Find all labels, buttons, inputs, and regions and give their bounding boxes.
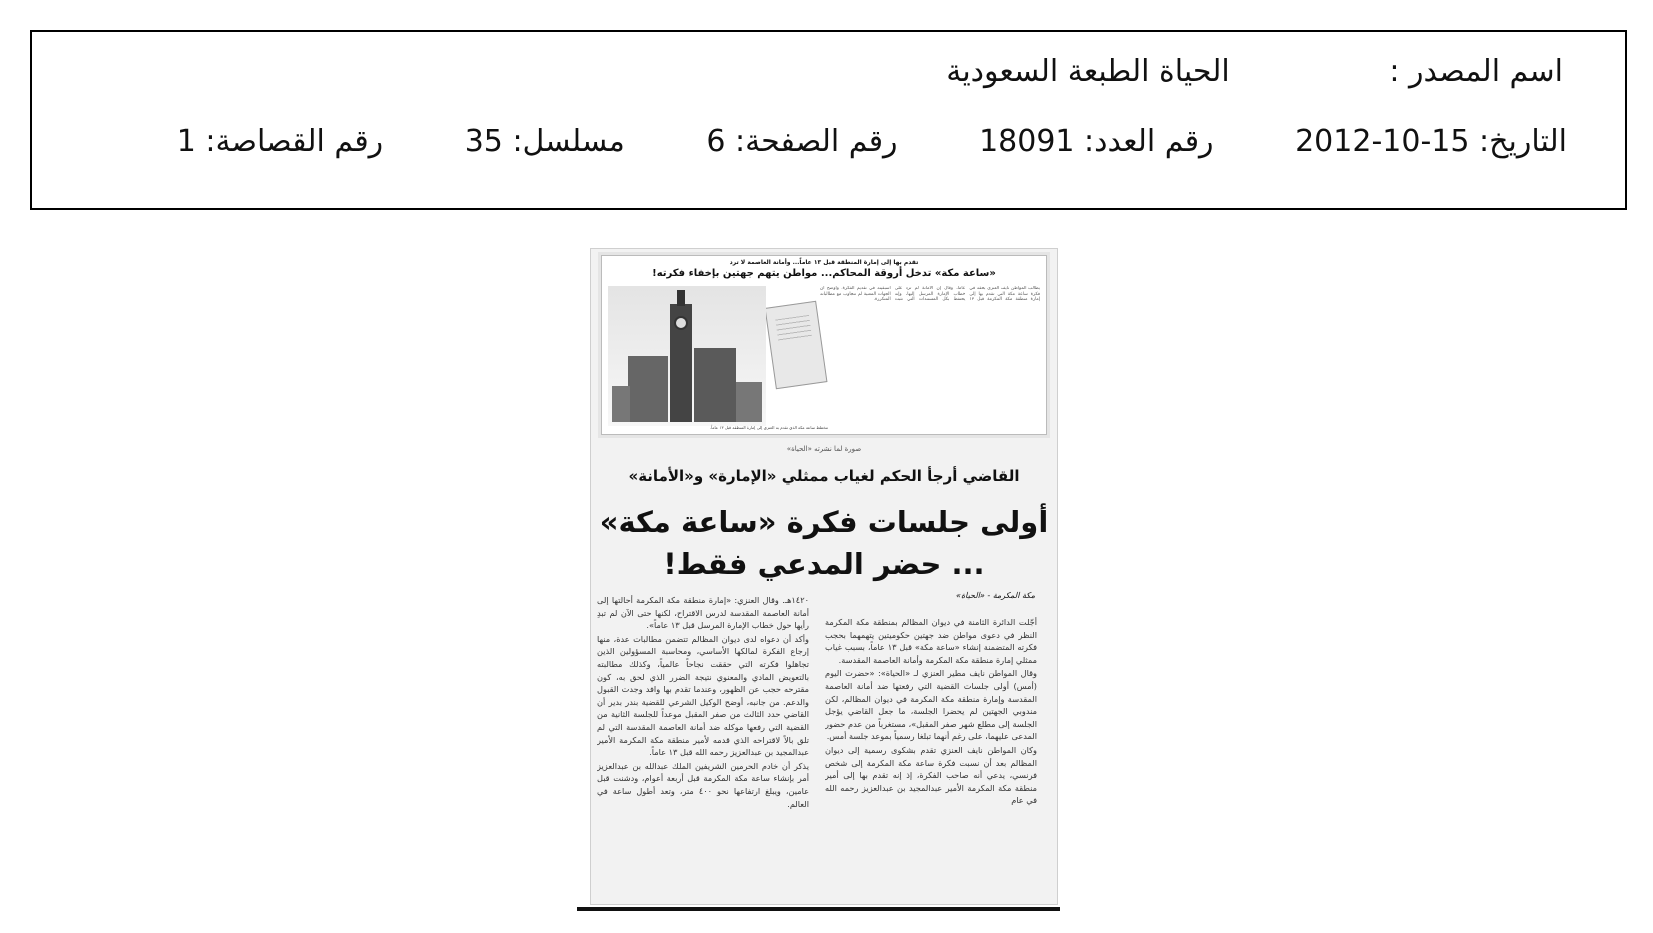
page-field: رقم الصفحة: 6 bbox=[706, 124, 898, 159]
clipping-bottom-rule bbox=[577, 907, 1060, 911]
byline: مكة المكرمة - «الحياة» bbox=[956, 591, 1035, 600]
source-metadata-box bbox=[30, 30, 1627, 210]
issue-field: رقم العدد: 18091 bbox=[979, 124, 1214, 159]
building-far-right bbox=[736, 382, 762, 422]
tower-spire bbox=[677, 290, 685, 306]
headline-line-1: أولى جلسات فكرة «ساعة مكة» bbox=[599, 505, 1049, 539]
newspaper-clipping bbox=[590, 248, 1058, 905]
clock-face-icon bbox=[674, 316, 688, 330]
source-value: الحياة الطبعة السعودية bbox=[946, 54, 1230, 89]
source-label: اسم المصدر : bbox=[1389, 54, 1563, 89]
paragraph: يذكر أن خادم الحرمين الشريفين الملك عبدالله بن عبدالعزيز أمر بإنشاء ساعة مكة المكرمة قبل أربعة أعوام، ودشنت قبل عامين، ويبلغ ارتفاعها نحو ٤٠٠ متر، وتعد أطول ساعة في العالم. bbox=[597, 760, 809, 809]
building-far-left bbox=[612, 386, 630, 422]
building-left bbox=[628, 356, 668, 422]
inset-kicker: تقدم بها إلى إمارة المنطقة قبل ١٣ عاماً... وأمانة العاصمة لا ترد bbox=[729, 259, 919, 266]
article-kicker: القاضي أرجأ الحكم لغياب ممثلي «الإمارة» و«الأمانة» bbox=[628, 467, 1020, 485]
inset-body: يطالب المواطن نايف العنزي بحقه في فكرة ساعة مكة التي تقدم بها إلى إمارة منطقة مكة المكرمة قبل ١٣ عاماً، وقال إن الأمانة لم ترد على خطاب الإمارة المرسل إليها، وإنه يحتفظ بكل المستندات التي تثبت أسبقيته في تقديم الفكرة. وأوضح أن الجهات المعنية لم تتجاوب مع مطالباته المتكررة. bbox=[820, 286, 1040, 303]
paragraph: وقال المواطن نايف مطير العنزي لـ «الحياة»: «حضرت اليوم (أمس) أولى جلسات القضية التي رفعتها ضد أمانة العاصمة المقدسة وإمارة منطقة مكة المكرمة في ديوان المظالم، لكن مندوبي الجهتين لم يحضرا الجلسة، ما جعل القاضي يؤجل الجلسة إلى مطلع شهر صفر المقبل»، مستغرباً من عدم حضور المدعى عليهما، على رغم أنهما تبلغا رسمياً بموعد جلسة أمس. bbox=[825, 668, 1037, 742]
serial-field: مسلسل: 35 bbox=[464, 124, 625, 159]
paragraph: وأكد أن دعواه لدى ديوان المظالم تتضمن مطالبات عدة، منها إرجاع الفكرة لمالكها الأساسي، ومحاسبة المسؤولين الذين تجاهلوا فكرته التي حققت نجاحاً عالمياً، وكذلك مطالبته بالتعويض المادي والمعنوي نتيجة الضرر الذي لحق به، كون مقترحه حجب عن الظهور، وعندما تقدم بها وافد وجدت القبول والدعم. من جانبه، أوضح الوكيل الشرعي للقضية بندر بدير أن القاضي حدد الثالث من صفر المقبل موعداً للجلسة الثانية من القضية التي رفعها موكله ضد أمانة العاصمة المقدسة التي لم تلق بالاً لاقتراحه الذي قدمه لأمير منطقة مكة المكرمة الأمير عبدالمجيد بن عبدالعزيز رحمه الله قبل ١٣ عاماً. bbox=[597, 633, 809, 758]
article-headline bbox=[591, 501, 1057, 585]
date-field: التاريخ: 15-10-2012 bbox=[1295, 124, 1567, 159]
document-photo bbox=[765, 301, 828, 389]
headline-line-2: ... حضر المدعي فقط! bbox=[663, 547, 985, 581]
clip-number-field: رقم القصاصة: 1 bbox=[176, 124, 384, 159]
paragraph: أجّلت الدائرة الثامنة في ديوان المظالم بمنطقة مكة المكرمة النظر في دعوى مواطن ضد جهتين حكوميتين يتهمهما بحجب فكرته المتضمنة إنشاء «ساعة مكة» قبل ١٣ عاماً، بسبب غياب ممثلي إمارة منطقة مكة المكرمة وأمانة العاصمة المقدسة. bbox=[825, 617, 1037, 665]
paragraph: ١٤٢٠هـ. وقال العنزي: «إمارة منطقة مكة المكرمة أحالتها إلى أمانة العاصمة المقدسة لدرس الاقتراح، لكنها حتى الآن لم تبدِ رأيها حول خطاب الإمارة المرسل قبل ١٣ عاماً». bbox=[597, 595, 809, 631]
details-row bbox=[177, 124, 1567, 159]
building-right bbox=[694, 348, 736, 422]
image-credit: صورة لما نشرته «الحياة» bbox=[786, 445, 862, 453]
article-column-right bbox=[825, 616, 1037, 896]
article-column-left bbox=[597, 594, 809, 894]
clock-tower-photo bbox=[608, 286, 766, 426]
previous-article-inset bbox=[601, 255, 1047, 435]
source-row bbox=[946, 54, 1563, 89]
paragraph: وكان المواطن نايف العنزي تقدم بشكوى رسمية إلى ديوان المظالم بعد أن نسبت فكرة ساعة مكة المكرمة إلى شخص فرنسي، يدعي أنه صاحب الفكرة، إذ إنه تقدم بها إلى أمير منطقة مكة المكرمة الأمير عبدالمجيد بن عبدالعزيز رحمه الله في عام bbox=[825, 744, 1037, 806]
inset-caption: مخطط ساعة مكة الذي تقدم به العنزي إلى إمارة المنطقة قبل ١٣ عاماً. bbox=[709, 425, 828, 430]
inset-headline: «ساعة مكة» تدخل أروقة المحاكم... مواطن يتهم جهتين بإخفاء فكرته! bbox=[652, 268, 996, 279]
